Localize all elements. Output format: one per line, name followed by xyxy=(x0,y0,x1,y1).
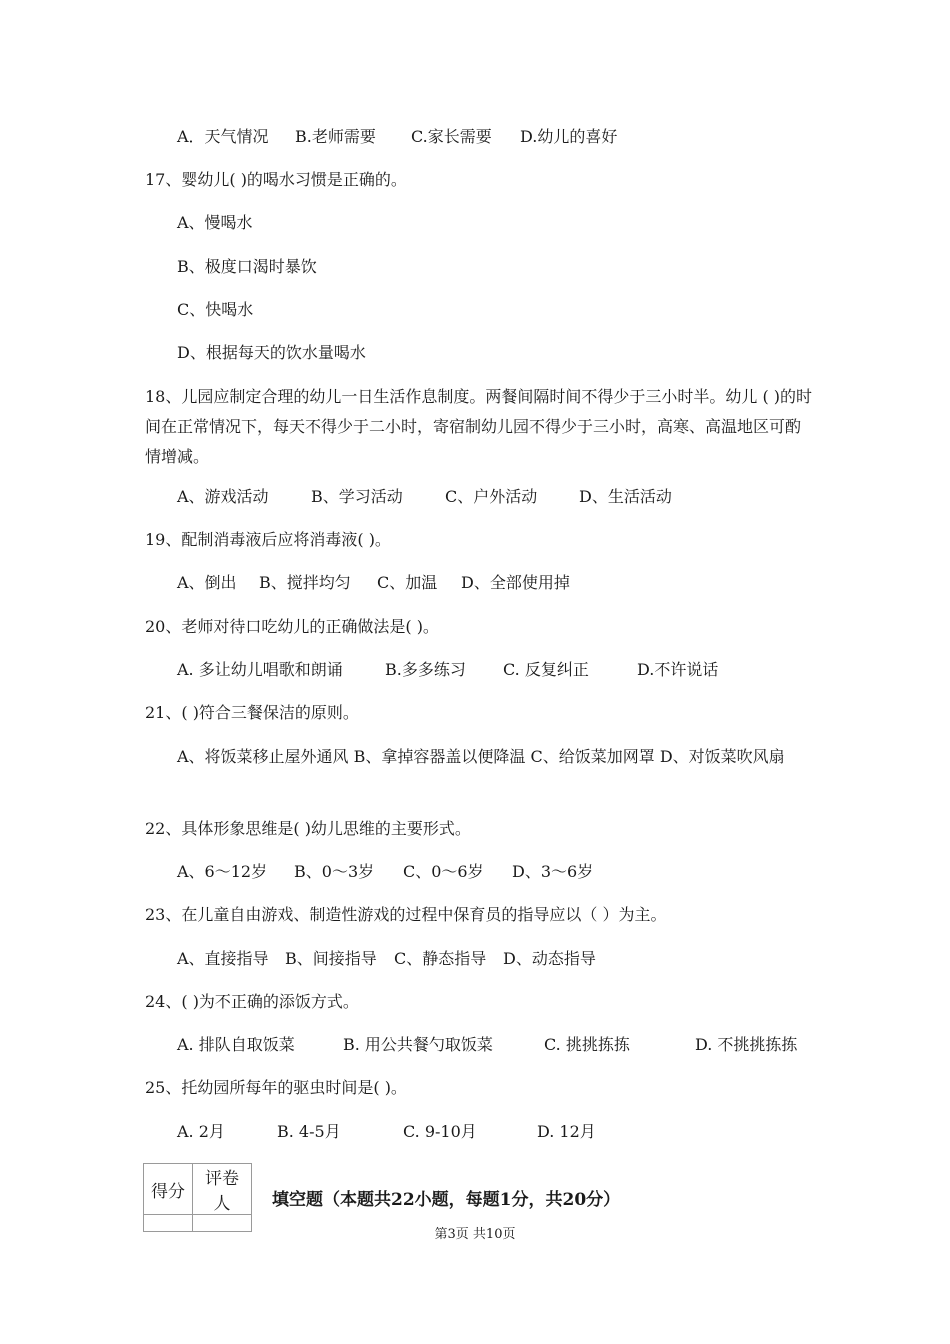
q19-option-c: C、加温 xyxy=(377,573,438,592)
q16-option-c: C.家长需要 xyxy=(411,127,492,146)
q24-option-c: C. 挑挑拣拣 xyxy=(544,1035,630,1054)
q23-option-c: C、静态指导 xyxy=(394,949,487,968)
score-header: 得分 xyxy=(144,1164,193,1215)
q25-option-d: D. 12月 xyxy=(537,1122,596,1141)
q22-option-b: B、0～3岁 xyxy=(294,862,375,881)
q17-option-b: B、极度口渴时暴饮 xyxy=(177,257,317,276)
q18-option-d: D、生活活动 xyxy=(579,487,672,506)
q18-option-b: B、学习活动 xyxy=(311,487,403,506)
q21-stem: 21、( )符合三餐保洁的原则。 xyxy=(145,703,359,722)
q23-option-d: D、动态指导 xyxy=(503,949,596,968)
q18-option-c: C、户外活动 xyxy=(445,487,538,506)
q20-option-c: C. 反复纠正 xyxy=(503,660,589,679)
q25-option-b: B. 4-5月 xyxy=(277,1122,341,1141)
q19-option-d: D、全部使用掉 xyxy=(461,573,570,592)
q23-option-a: A、直接指导 xyxy=(177,949,269,968)
q24-option-b: B. 用公共餐勺取饭菜 xyxy=(343,1035,493,1054)
q19-stem: 19、配制消毒液后应将消毒液( )。 xyxy=(145,530,391,549)
q17-stem: 17、婴幼儿( )的喝水习惯是正确的。 xyxy=(145,170,407,189)
q23-stem: 23、在儿童自由游戏、制造性游戏的过程中保育员的指导应以（ ）为主。 xyxy=(145,905,667,924)
q20-stem: 20、老师对待口吃幼儿的正确做法是( )。 xyxy=(145,617,439,636)
q24-option-d: D. 不挑挑拣拣 xyxy=(695,1035,798,1054)
q24-stem: 24、( )为不正确的添饭方式。 xyxy=(145,992,359,1011)
page-footer: 第3页 共10页 xyxy=(434,1227,516,1242)
q21-options: A、将饭菜移止屋外通风 B、拿掉容器盖以便降温 C、给饭菜加网罩 D、对饭菜吹风扇 xyxy=(177,747,785,766)
q22-option-a: A、6～12岁 xyxy=(177,862,268,881)
q18-stem: 18、儿园应制定合理的幼儿一日生活作息制度。两餐间隔时间不得少于三小时半。幼儿 ( )的时间在正常情况下，每天不得少于二小时，寄宿制幼儿园不得少于三小时，高寒、高温地区可酌情增减。 xyxy=(145,387,813,466)
q16-option-d: D.幼儿的喜好 xyxy=(520,127,618,146)
q23-option-b: B、间接指导 xyxy=(285,949,377,968)
q22-option-c: C、0～6岁 xyxy=(403,862,484,881)
q20-option-d: D.不许说话 xyxy=(637,660,719,679)
q20-option-a: A. 多让幼儿唱歌和朗诵 xyxy=(177,660,343,679)
score-box xyxy=(143,1163,252,1232)
q18-option-a: A、游戏活动 xyxy=(177,487,269,506)
q16-option-b: B.老师需要 xyxy=(295,127,376,146)
q22-stem: 22、具体形象思维是( )幼儿思维的主要形式。 xyxy=(145,819,471,838)
q25-stem: 25、托幼园所每年的驱虫时间是( )。 xyxy=(145,1078,407,1097)
q20-option-b: B.多多练习 xyxy=(385,660,466,679)
q17-option-c: C、快喝水 xyxy=(177,300,254,319)
q19-option-a: A、倒出 xyxy=(177,573,237,592)
q17-option-a: A、慢喝水 xyxy=(177,213,253,232)
grader-header: 评卷人 xyxy=(193,1164,252,1215)
q17-option-d: D、根据每天的饮水量喝水 xyxy=(177,343,366,362)
q25-option-a: A. 2月 xyxy=(177,1122,225,1141)
q25-option-c: C. 9-10月 xyxy=(403,1122,477,1141)
q22-option-d: D、3～6岁 xyxy=(512,862,594,881)
q16-option-a: A．天气情况 xyxy=(177,127,269,146)
section-title: 填空题（本题共22小题，每题1分，共20分） xyxy=(272,1190,621,1210)
q24-option-a: A. 排队自取饭菜 xyxy=(177,1035,295,1054)
q19-option-b: B、搅拌均匀 xyxy=(259,573,351,592)
